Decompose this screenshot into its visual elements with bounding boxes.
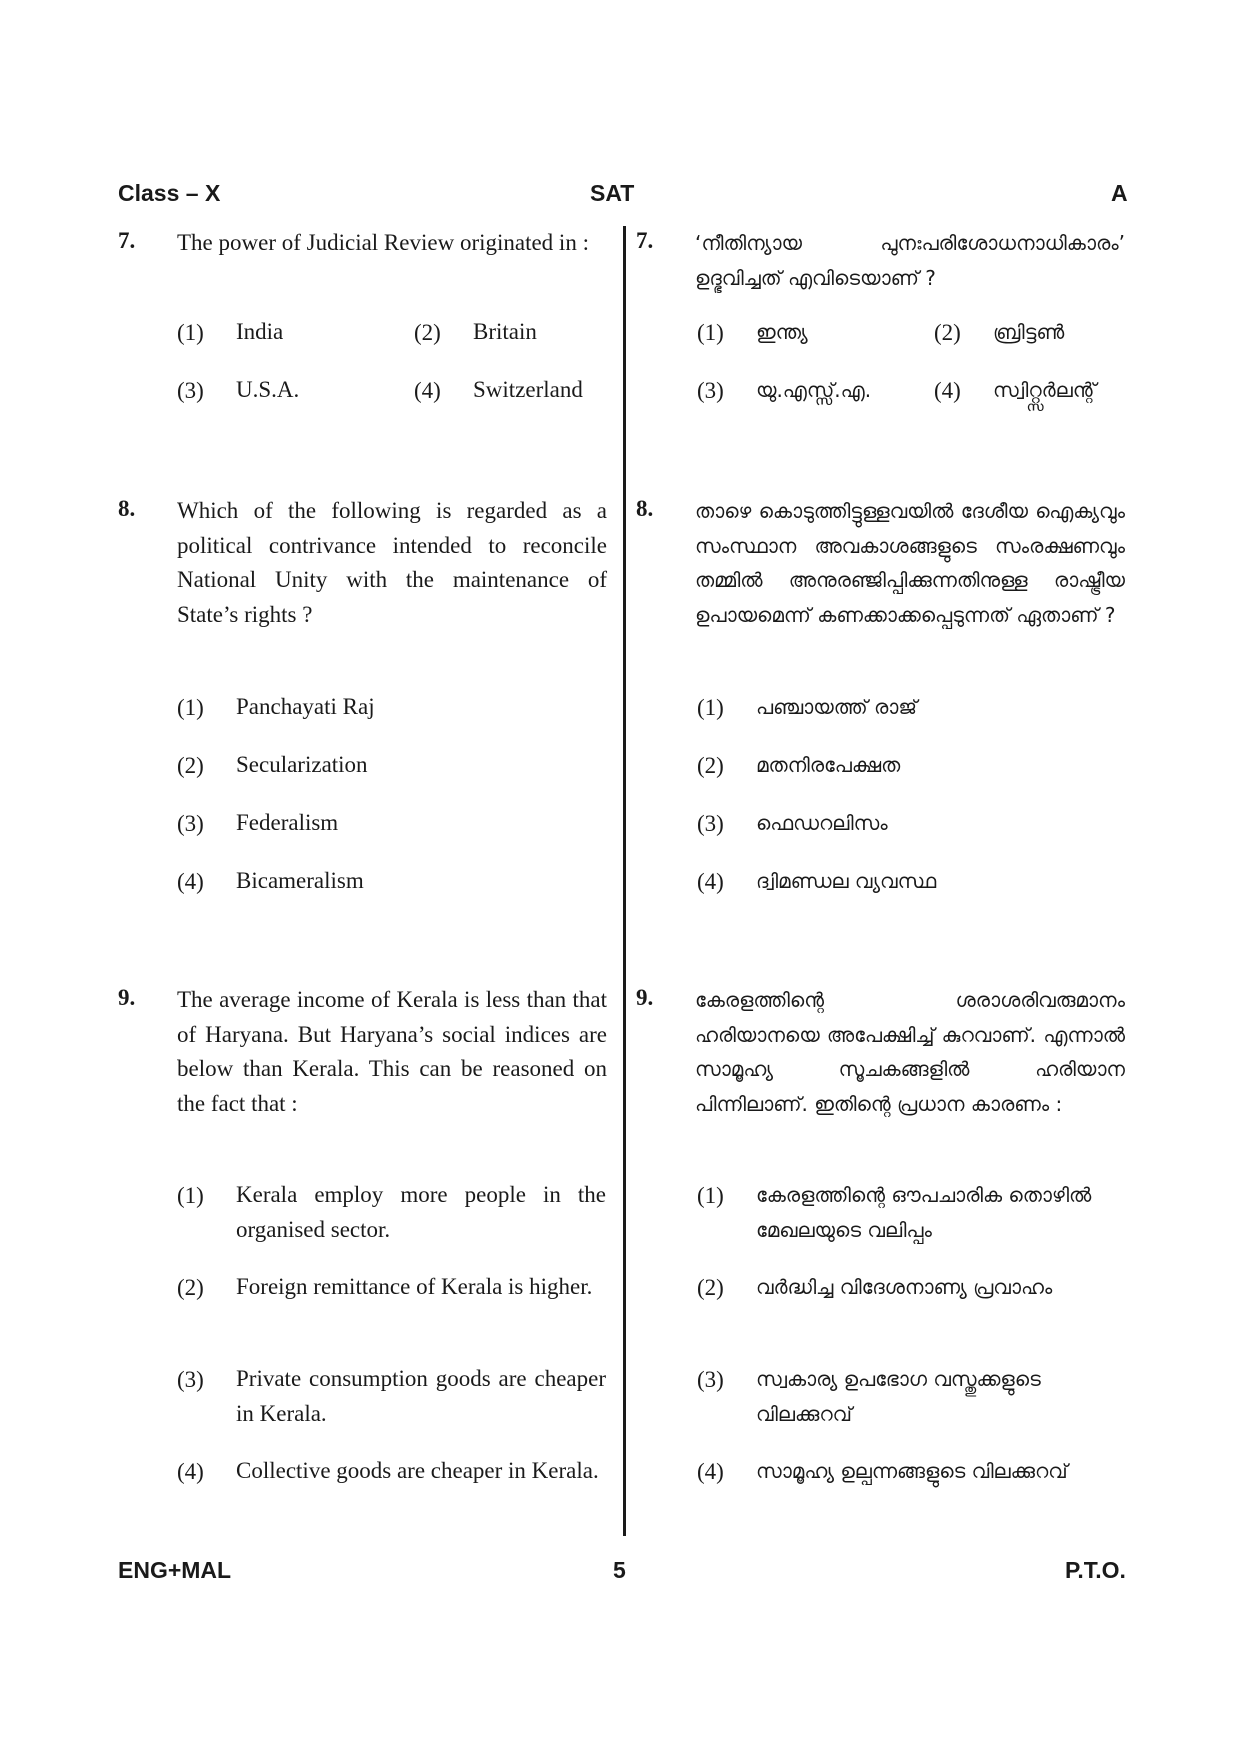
option-text: U.S.A.: [236, 377, 300, 402]
option-number: (3): [177, 1367, 204, 1392]
option-number: (3): [177, 811, 204, 836]
option-number: (1): [697, 320, 724, 345]
question-text: Which of the following is regarded as a political contrivance intended to reconcile National Unity with the maintenance of State’s rights ?: [177, 498, 607, 627]
option-text: Collective goods are cheaper in Kerala.: [236, 1458, 599, 1483]
option-text: Foreign remittance of Kerala is higher.: [236, 1274, 593, 1299]
option-number: (2): [697, 753, 724, 778]
option-number: (1): [697, 1183, 724, 1208]
option-text: ഫെഡറലിസം: [756, 811, 888, 835]
option-text: പഞ്ചായത്ത് രാജ്: [756, 695, 918, 719]
option-number: (3): [697, 1367, 724, 1392]
option-text: Federalism: [236, 810, 339, 835]
option-number: (2): [697, 1275, 724, 1300]
option-text: India: [236, 319, 284, 344]
question-text: ‘നീതിന്യായ പുനഃപരിശോധനാധികാരം’ ഉദ്ഭവിച്ചത് എവിടെയാണ് ?: [695, 231, 1125, 290]
page-number: 5: [613, 1557, 626, 1583]
option-text: കേരളത്തിന്റെ ഔപചാരിക തൊഴിൽ മേഖലയുടെ വലിപ്പം: [756, 1183, 1092, 1242]
option-text: Private consumption goods are cheaper in Kerala.: [236, 1366, 606, 1426]
option-text: വർദ്ധിച്ച വിദേശനാണ്യ പ്രവാഹം: [756, 1275, 1053, 1299]
question-text: The power of Judicial Review originated in :: [177, 230, 589, 255]
option-number: (4): [934, 378, 961, 403]
option-number: (4): [414, 378, 441, 403]
option-text: ബ്രിട്ടൺ: [993, 320, 1065, 344]
question-number: 7.: [118, 228, 136, 253]
exam-name: SAT: [590, 180, 635, 206]
option-text: Panchayati Raj: [236, 694, 375, 719]
column-divider: [623, 226, 626, 1536]
language-code: ENG+MAL: [118, 1557, 232, 1583]
question-number: 8.: [118, 496, 136, 521]
option-text: മതനിരപേക്ഷത: [756, 753, 901, 777]
series-code: A: [1111, 180, 1128, 206]
option-number: (1): [177, 695, 204, 720]
question-number: 9.: [636, 985, 654, 1010]
option-number: (1): [697, 695, 724, 720]
option-number: (4): [697, 1459, 724, 1484]
option-text: സ്വകാര്യ ഉപഭോഗ വസ്തുക്കളുടെ വിലക്കുറവ്: [756, 1367, 1041, 1426]
option-number: (2): [934, 320, 961, 345]
option-number: (2): [177, 1275, 204, 1300]
option-text: ഇന്ത്യ: [756, 320, 808, 344]
option-text: യു.എസ്സ്.എ.: [756, 378, 872, 402]
option-number: (4): [177, 869, 204, 894]
please-turn-over: P.T.O.: [1065, 1557, 1126, 1583]
option-text: ദ്വിമണ്ഡല വ്യവസ്ഥ: [756, 869, 937, 893]
question-text: കേരളത്തിന്റെ ശരാശരിവരുമാനം ഹരിയാനയെ അപേക്ഷിച്ച് കുറവാണ്. എന്നാൽ സാമൂഹ്യ സൂചകങ്ങളിൽ ഹരിയാന പിന്നിലാണ്. ഇതിന്റെ പ്രധാന കാരണം :: [695, 988, 1125, 1116]
question-number: 7.: [636, 228, 654, 253]
option-text: Secularization: [236, 752, 368, 777]
option-number: (3): [697, 378, 724, 403]
option-number: (1): [177, 1183, 204, 1208]
option-text: Britain: [473, 319, 537, 344]
option-text: സ്വിറ്റ്സർലന്റ്: [993, 378, 1097, 402]
option-number: (4): [697, 869, 724, 894]
option-text: സാമൂഹ്യ ഉല്പന്നങ്ങളുടെ വിലക്കുറവ്: [756, 1459, 1068, 1483]
class-label: Class – X: [118, 180, 221, 206]
question-text: The average income of Kerala is less than that of Haryana. But Haryana’s social indices are below than Kerala. This can be reasoned on the fact that :: [177, 987, 607, 1116]
question-number: 8.: [636, 496, 654, 521]
option-text: Switzerland: [473, 377, 583, 402]
option-number: (2): [414, 320, 441, 345]
question-text: താഴെ കൊടുത്തിട്ടുള്ളവയിൽ ദേശീയ ഐക്യവും സംസ്ഥാന അവകാശങ്ങളുടെ സംരക്ഷണവും തമ്മിൽ അനുരഞ്ജിപ്പിക്കുന്നതിനുള്ള രാഷ്ട്രീയ ഉപായമെന്ന് കണക്കാക്കപ്പെടുന്നത് ഏതാണ് ?: [695, 499, 1125, 627]
option-number: (3): [697, 811, 724, 836]
option-number: (1): [177, 320, 204, 345]
option-number: (4): [177, 1459, 204, 1484]
option-text: Kerala employ more people in the organised sector.: [236, 1182, 606, 1242]
option-text: Bicameralism: [236, 868, 364, 893]
option-number: (3): [177, 378, 204, 403]
option-number: (2): [177, 753, 204, 778]
question-number: 9.: [118, 985, 136, 1010]
